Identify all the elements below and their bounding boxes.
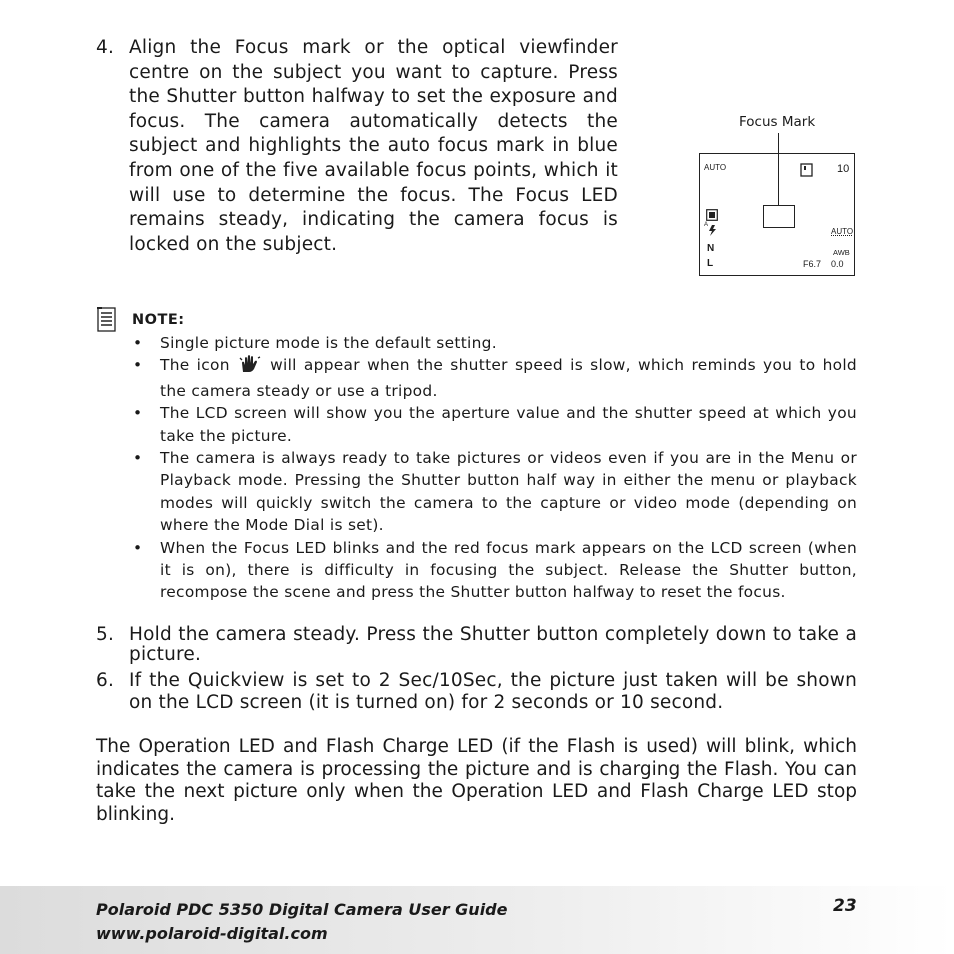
memory-card-icon xyxy=(800,162,814,181)
note-item-text: The LCD screen will show you the aperture value and the shutter speed at which you take the picture. xyxy=(160,404,857,445)
lcd-screen-diagram xyxy=(699,153,855,276)
step-text: Align the Focus mark or the optical viewfinder centre on the subject you want to capture. Press the Shutter button halfway to set the exposure and focus. The camera automatically detects the subject and highlights the auto focus mark in blue from one of the five available focus points, which it will use to determine the focus. The Focus LED remains steady, indicating the camera focus is locked on the subject. xyxy=(129,37,618,255)
step-6 xyxy=(96,670,857,714)
step-text: Hold the camera steady. Press the Shutter button completely down to take a picture. xyxy=(129,624,857,665)
footer-website: www.polaroid-digital.com xyxy=(96,924,328,943)
page-footer xyxy=(0,886,954,954)
note-title: NOTE: xyxy=(132,312,185,328)
hand-shake-icon xyxy=(239,354,261,379)
note-item xyxy=(133,402,857,447)
flash-mode: A xyxy=(704,222,709,228)
lcd-white-balance: AWB xyxy=(833,248,850,257)
body-paragraph: The Operation LED and Flash Charge LED (if the Flash is used) will blink, which indicates the camera is processing the picture and is charging the Flash. You can take the next picture only when the Operation LED and Flash Charge LED stop blinking. xyxy=(96,736,857,825)
bullet: • xyxy=(133,449,143,468)
lcd-quality: N xyxy=(707,243,715,254)
note-item-text-before-icon: The icon xyxy=(160,356,230,375)
focus-mark-label: Focus Mark xyxy=(739,114,816,130)
step-number: 4. xyxy=(96,37,115,58)
lcd-iso: AUTO xyxy=(831,227,854,236)
step-5 xyxy=(96,625,857,665)
lcd-exposure-value: 0.0 xyxy=(831,259,844,269)
bullet: • xyxy=(133,404,143,423)
note-icon xyxy=(97,306,117,332)
note-item-text: Single picture mode is the default setting. xyxy=(160,334,497,352)
bullet: • xyxy=(133,538,143,557)
note-list xyxy=(133,332,857,604)
step-text: If the Quickview is set to 2 Sec/10Sec, the picture just taken will be shown on the LCD screen (it is turned on) for 2 seconds or 10 second. xyxy=(129,670,857,713)
footer-guide-title: Polaroid PDC 5350 Digital Camera User Guide xyxy=(96,900,508,919)
bullet: • xyxy=(133,334,143,352)
lcd-shot-count: 10 xyxy=(837,163,850,175)
note-item xyxy=(133,332,857,354)
lcd-image-size: L xyxy=(707,258,714,269)
note-item xyxy=(133,354,857,402)
page-number: 23 xyxy=(833,896,857,916)
lcd-focus-mark xyxy=(763,205,795,228)
note-item xyxy=(133,447,857,537)
step-number: 5. xyxy=(96,624,115,645)
lcd-aperture: F6.7 xyxy=(803,259,822,269)
step-number: 6. xyxy=(96,670,115,691)
lcd-mode: AUTO xyxy=(704,163,727,172)
note-item-text-after-icon: will appear when the shutter speed is slow, which reminds you to hold the camera steady or use a tripod. xyxy=(160,356,858,400)
note-item-text: The camera is always ready to take pictures or videos even if you are in the Menu or Playback mode. Pressing the Shutter button half way in either the menu or playback modes will quickly switch the camera to the capture or video mode (depending on where the Mode Dial is set). xyxy=(160,449,857,535)
bullet: • xyxy=(133,356,143,375)
step-4 xyxy=(96,36,618,257)
note-item xyxy=(133,537,857,604)
note-item-text: When the Focus LED blinks and the red focus mark appears on the LCD screen (when it is on), there is difficulty in focusing the subject. Release the Shutter button, recompose the scene and press the Shutter button halfway to reset the focus. xyxy=(160,538,857,602)
